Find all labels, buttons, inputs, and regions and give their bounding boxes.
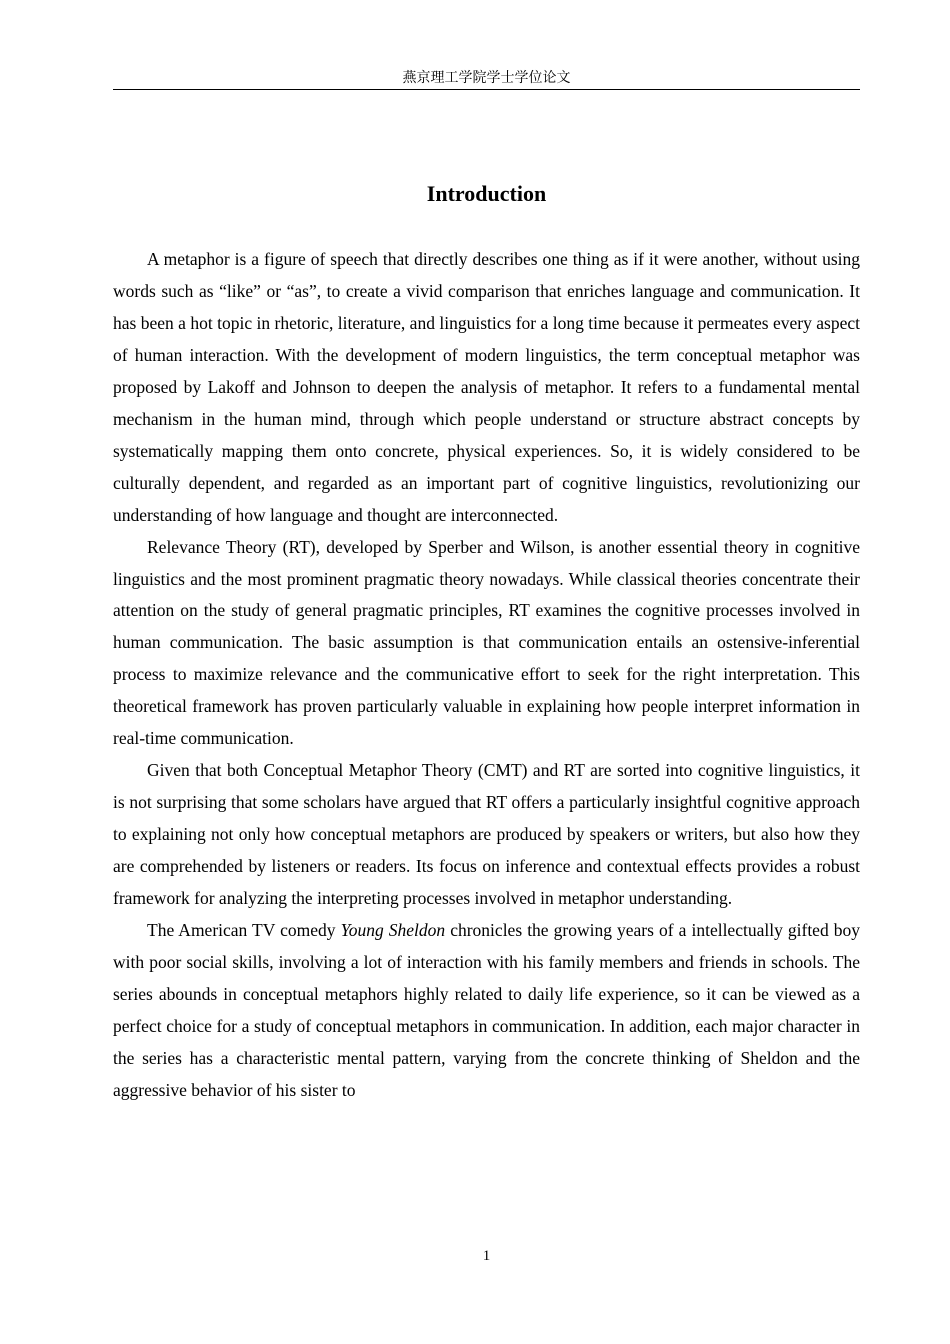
paragraph-relevance-theory: Relevance Theory (RT), developed by Sperber and Wilson, is another essential theory in cognitive linguistics and the most prominent pragmatic theory nowadays. While classical theories concentrate their attention on the study of general pragmatic principles, RT examines the cognitive processes involved in human communication. The basic assumption is that communication entails an ostensive-inferential process to maximize relevance and the communicative effort to seek for the right interpretation. This theoretical framework has proven particularly valuable in explaining how people interpret information in real-time communication. <box>113 536 860 749</box>
page-title: Introduction <box>426 181 547 206</box>
show-title: Young Sheldon <box>340 920 446 941</box>
paragraph-young-sheldon <box>113 915 860 1107</box>
running-header-text: 燕京理工学院学士学位论文 <box>402 70 571 86</box>
paragraph-cmt-and-rt: Given that both Conceptual Metaphor Theory (CMT) and RT are sorted into cognitive linguistics, it is not surprising that some scholars have argued that RT offers a particularly insightful cognitive approach to explaining not only how conceptual metaphors are produced by speakers or writers, but also how they are comprehended by listeners or readers. Its focus on inference and contextual effects provides a robust framework for analyzing the interpreting processes involved in metaphor understanding. <box>113 760 860 909</box>
page-number: 1 <box>482 1248 491 1264</box>
paragraph-young-sheldon-rest: chronicles the growing years of a intellectually gifted boy with poor social skills, involving a lot of interaction with his family members and friends in schools. The series abounds in conceptual metaphors highly related to daily life experience, so it can be viewed as a perfect choice for a study of conceptual metaphors in communication. In addition, each major character in the series has a characteristic mental pattern, varying from the concrete thinking of Sheldon and the aggressive behavior of his sister to <box>113 920 861 1100</box>
paragraph-metaphor: A metaphor is a figure of speech that directly describes one thing as if it were another, without using words such as “like” or “as”, to create a vivid comparison that enriches language and communication. It has been a hot topic in rhetoric, literature, and linguistics for a long time because it permeates every aspect of human interaction. With the development of modern linguistics, the term conceptual metaphor was proposed by Lakoff and Johnson to deepen the analysis of metaphor. It refers to a fundamental mental mechanism in the human mind, through which people understand or structure abstract concepts by systematically mapping them onto concrete, physical experiences. So, it is widely considered to be culturally dependent, and regarded as an important part of cognitive linguistics, revolutionizing our understanding of how language and thought are interconnected. <box>113 249 860 525</box>
body-text <box>113 244 860 1107</box>
running-header <box>113 68 860 90</box>
paragraph-young-sheldon-lead: The American TV comedy <box>147 920 341 941</box>
